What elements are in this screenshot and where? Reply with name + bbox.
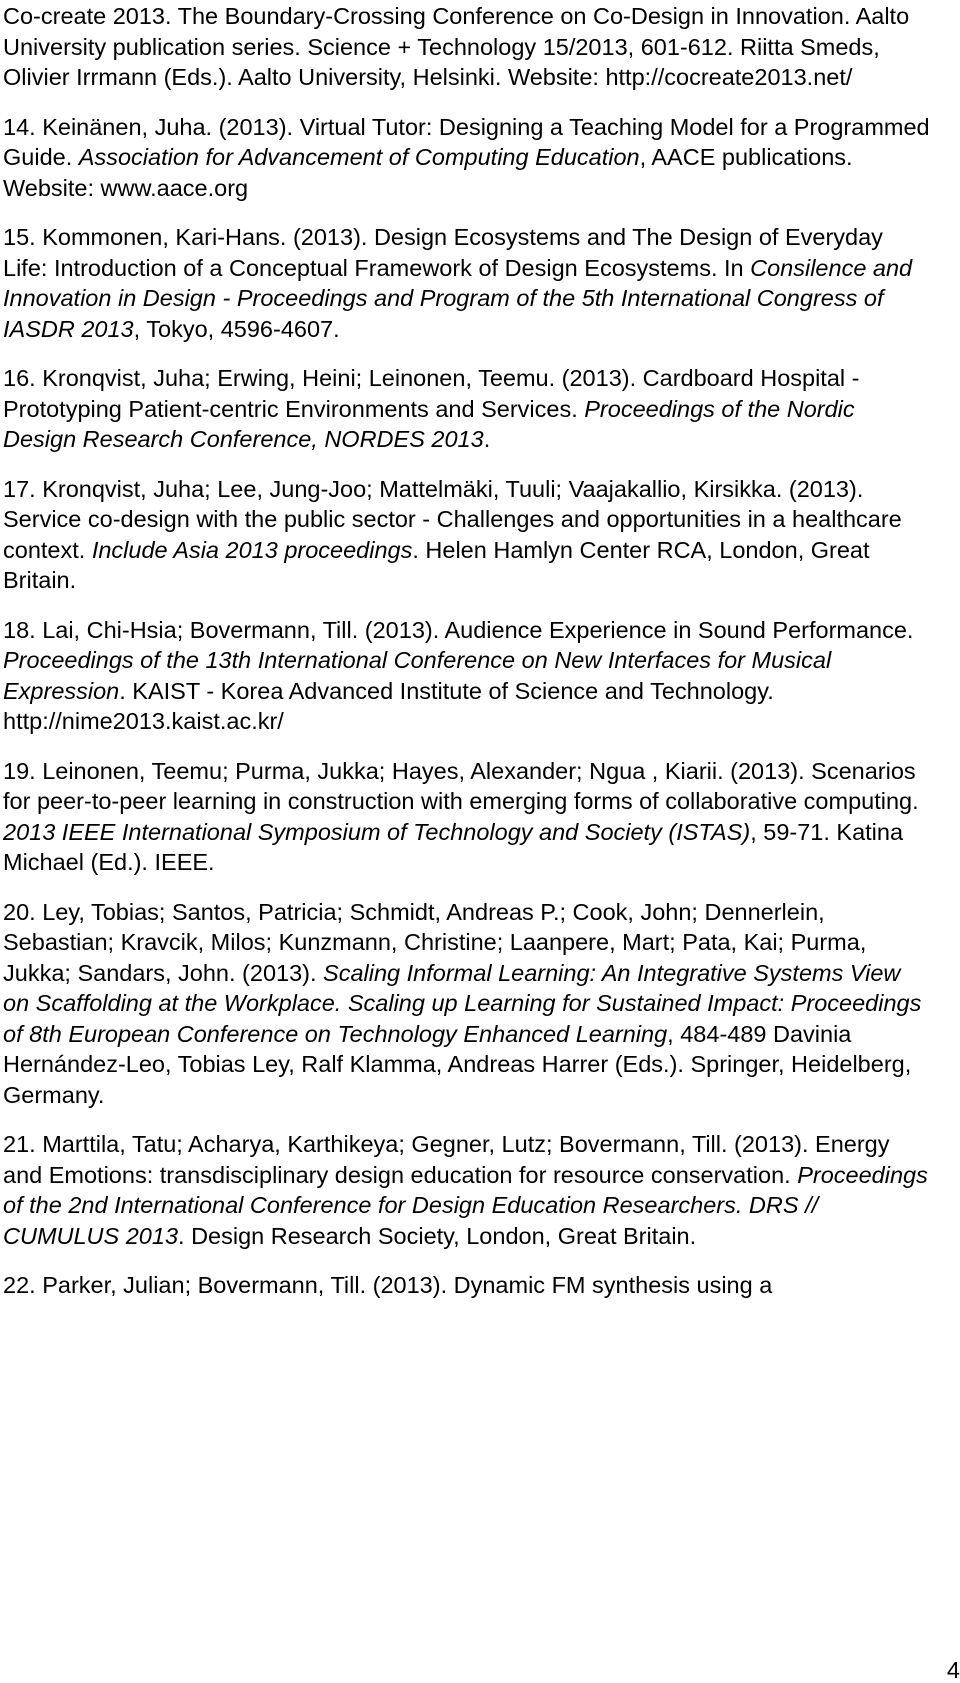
reference-italic-title: Association for Advancement of Computing Education <box>78 144 640 170</box>
reference-text <box>3 756 930 878</box>
reference-text <box>3 1129 930 1251</box>
reference-entry <box>3 112 930 204</box>
reference-entry <box>3 756 930 878</box>
reference-text <box>3 112 930 204</box>
reference-entry <box>3 1129 930 1251</box>
reference-segment: . Helen Hamlyn Center RCA, London, Great Britain. <box>3 536 870 593</box>
reference-segment: . KAIST - Korea Advanced Institute of Science and Technology. http://nime2013.kaist.ac.kr/ <box>3 677 774 734</box>
reference-segment: 14. Keinänen, Juha. (2013). Virtual Tutor: Designing a Teaching Model for a Programmed Guide. <box>3 113 930 170</box>
reference-entry <box>3 1270 930 1301</box>
reference-segment: 19. Leinonen, Teemu; Purma, Jukka; Hayes, Alexander; Ngua , Kiarii. (2013). Scenarios for peer-to-peer learning in construction with emerging forms of collaborative computing. <box>3 757 919 814</box>
reference-italic-title: Proceedings of the 13th International Conference on New Interfaces for Musical Expression <box>3 647 832 704</box>
reference-italic-title: 2013 IEEE International Symposium of Technology and Society (ISTAS) <box>3 818 751 845</box>
reference-italic-title: Proceedings of the Nordic Design Research Conference, NORDES 2013 <box>3 395 855 452</box>
page-number: 4 <box>946 1657 960 1683</box>
reference-segment: . Design Research Society, London, Great Britain. <box>178 1222 697 1249</box>
reference-entry <box>3 474 930 596</box>
reference-segment: 21. Marttila, Tatu; Acharya, Karthikeya; Gegner, Lutz; Bovermann, Till. (2013). Energy and Emotions: transdisciplinary design education for resource conservation. <box>3 1131 890 1188</box>
reference-text <box>3 615 930 737</box>
reference-italic-title: Scaling Informal Learning: An Integrative Systems View on Scaffolding at the Workplace. Scaling up Learning for Sustained Impact: Proceedings of 8th European Conference on Technology Enhanced Learning <box>3 959 922 1047</box>
reference-italic-title: Proceedings of the 2nd International Conference for Design Education Researchers. DRS // CUMULUS 2013 <box>3 1161 928 1249</box>
reference-italic-title: Consilence and Innovation in Design - Proceedings and Program of the 5th International Congress of IASDR 2013 <box>3 254 913 342</box>
reference-text <box>3 1270 930 1301</box>
reference-italic-title: Include Asia 2013 proceedings <box>91 536 413 563</box>
reference-segment: , 59-71. Katina Michael (Ed.). IEEE. <box>3 818 904 875</box>
reference-segment: Co-create 2013. The Boundary-Crossing Conference on Co-Design in Innovation. Aalto University publication series. Science + Technology 15/2013, 601-612. Riitta Smeds, Olivier Irrmann (Eds.). Aalto University, Helsinki. Website: http://cocreate2013.net/ <box>3 3 910 90</box>
reference-segment: 22. Parker, Julian; Bovermann, Till. (2013). Dynamic FM synthesis using a <box>3 1272 773 1298</box>
reference-entry <box>3 1 930 93</box>
reference-segment: 20. Ley, Tobias; Santos, Patricia; Schmidt, Andreas P.; Cook, John; Dennerlein, Sebastian; Kravcik, Milos; Kunzmann, Christine; Laanpere, Mart; Pata, Kai; Purma, Jukka; Sandars, John. (2013). <box>3 898 867 986</box>
reference-segment: , AACE publications. Website: www.aace.org <box>3 144 853 201</box>
reference-segment: 16. Kronqvist, Juha; Erwing, Heini; Leinonen, Teemu. (2013). Cardboard Hospital - Prototyping Patient-centric Environments and Services. <box>3 365 860 422</box>
reference-text <box>3 222 930 344</box>
reference-text <box>3 363 930 455</box>
reference-text <box>3 1 930 93</box>
reference-text <box>3 474 930 596</box>
reference-segment: 18. Lai, Chi-Hsia; Bovermann, Till. (2013). Audience Experience in Sound Performance. <box>3 616 914 643</box>
reference-list <box>3 1 930 1301</box>
reference-segment: 15. Kommonen, Kari-Hans. (2013). Design Ecosystems and The Design of Everyday Life: Introduction of a Conceptual Framework of Design Ecosystems. In <box>3 224 883 281</box>
reference-entry <box>3 615 930 737</box>
reference-entry <box>3 222 930 344</box>
reference-text <box>3 897 930 1111</box>
reference-entry <box>3 363 930 455</box>
reference-segment: , Tokyo, 4596-4607. <box>133 315 340 342</box>
reference-segment: 17. Kronqvist, Juha; Lee, Jung-Joo; Mattelmäki, Tuuli; Vaajakallio, Kirsikka. (2013). Service co-design with the public sector - Challenges and opportunities in a healthcare context. <box>3 475 902 563</box>
reference-segment: , 484-489 Davinia Hernández-Leo, Tobias Ley, Ralf Klamma, Andreas Harrer (Eds.). Springer, Heidelberg, Germany. <box>3 1020 912 1108</box>
reference-segment: . <box>483 426 491 452</box>
reference-entry <box>3 897 930 1111</box>
